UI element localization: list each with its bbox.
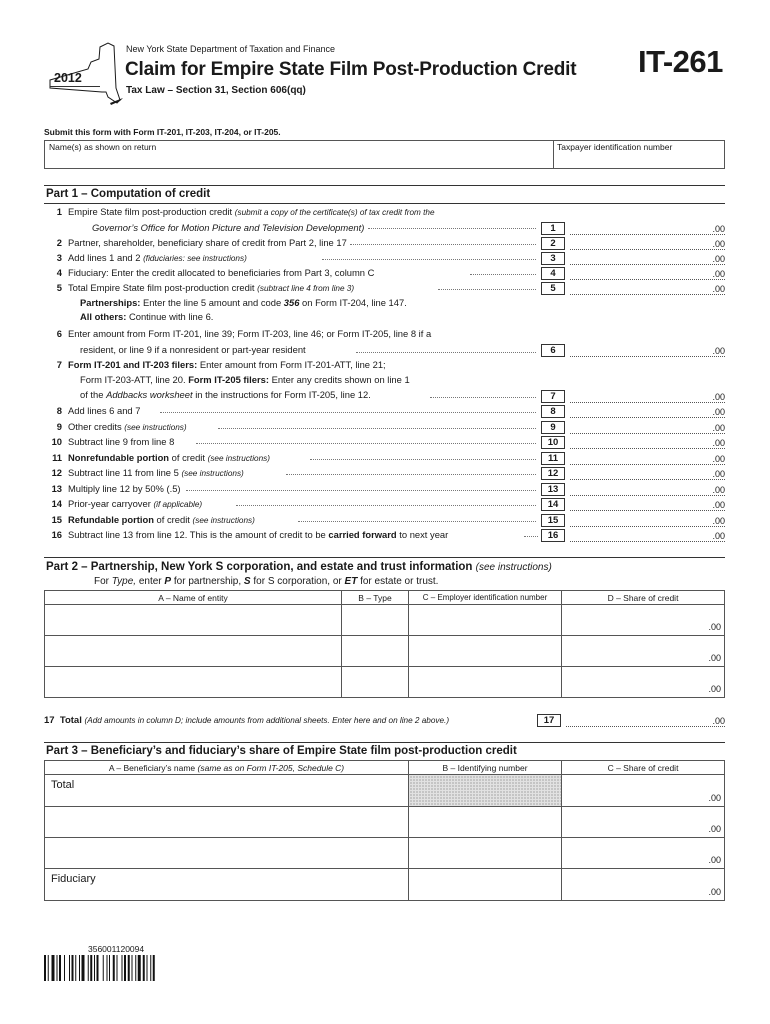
name-label: Name(s) as shown on return bbox=[49, 142, 157, 152]
line2-text: Partner, shareholder, beneficiary share of credit from Part 2, line 17 bbox=[68, 237, 347, 248]
barcode-bar bbox=[64, 955, 65, 981]
line-4-amount[interactable]: .00 bbox=[570, 267, 725, 280]
line-15-box: 15 bbox=[541, 514, 565, 527]
barcode-bar bbox=[103, 955, 104, 981]
id-number-cell[interactable] bbox=[409, 807, 562, 838]
table-row bbox=[45, 667, 725, 698]
fiduciary-label: Fiduciary bbox=[45, 869, 409, 901]
line-8-amount[interactable]: .00 bbox=[570, 405, 725, 418]
part1-title: Part 1 – Computation of credit bbox=[46, 188, 211, 200]
line-1-box: 1 bbox=[541, 222, 565, 235]
col-c-header: C – Share of credit bbox=[562, 761, 725, 775]
taxpayer-info-box bbox=[44, 140, 725, 169]
line-17-box: 17 bbox=[537, 714, 561, 727]
shaded-cell bbox=[409, 775, 562, 807]
line-13-amount[interactable]: .00 bbox=[570, 483, 725, 496]
col-c-header: C – Employer identification number bbox=[409, 591, 562, 605]
line1-note-cont: Governor’s Office for Motion Picture and Television Development) bbox=[92, 222, 365, 233]
line-6-row: 6 Enter amount from Form IT-201, line 39; Form IT-203, line 46; or Form IT-205, line 8 if a bbox=[56, 328, 432, 339]
table-row bbox=[45, 807, 725, 838]
line-7-row: 7 Form IT-201 and IT-203 filers: Enter amount from Form IT-201-ATT, line 21; bbox=[56, 359, 386, 370]
line-14-row: 14 Prior-year carryover (if applicable) bbox=[51, 498, 203, 509]
line-12-amount[interactable]: .00 bbox=[570, 467, 725, 480]
line3-note: (fiduciaries: see instructions) bbox=[143, 254, 247, 263]
barcode-bar bbox=[94, 955, 95, 981]
tax-year: 2012 bbox=[54, 71, 82, 85]
line-14-amount[interactable]: .00 bbox=[570, 498, 725, 511]
line-17-row: 17 Total (Add amounts in column D; include amounts from additional sheets. Enter here and on line 2 above.) bbox=[44, 715, 450, 726]
ein-cell[interactable] bbox=[409, 605, 562, 636]
line5-note: (subtract line 4 from line 3) bbox=[257, 284, 355, 293]
line5-text: Total Empire State film post-production credit bbox=[68, 282, 255, 293]
barcode-bar bbox=[132, 955, 133, 981]
id-number-cell[interactable] bbox=[409, 838, 562, 869]
barcode-bar bbox=[153, 955, 155, 981]
barcode-bar bbox=[107, 955, 108, 981]
barcode-bar bbox=[124, 955, 126, 981]
line-3-amount[interactable]: .00 bbox=[570, 252, 725, 265]
total-label: Total bbox=[45, 775, 409, 807]
line-2-row: 2 Partner, shareholder, beneficiary share of credit from Part 2, line 17 bbox=[56, 237, 347, 248]
barcode-number: 356001120094 bbox=[88, 944, 145, 954]
line-number: 1 bbox=[56, 206, 62, 217]
line-8-row: 8 Add lines 6 and 7 bbox=[56, 405, 141, 416]
tin-label: Taxpayer identification number bbox=[557, 142, 673, 152]
barcode-bar bbox=[135, 955, 136, 981]
entity-name-cell[interactable] bbox=[45, 636, 342, 667]
barcode-bar bbox=[128, 955, 130, 981]
barcode-bar bbox=[143, 955, 145, 981]
barcode-icon bbox=[44, 955, 194, 981]
line-16-amount[interactable]: .00 bbox=[570, 529, 725, 542]
barcode-bar bbox=[72, 955, 74, 981]
barcode-bar bbox=[147, 955, 148, 981]
form-title: Claim for Empire State Film Post-Production Credit bbox=[125, 59, 577, 80]
entity-name-cell[interactable] bbox=[45, 667, 342, 698]
barcode-bar bbox=[150, 955, 151, 981]
entity-name-cell[interactable] bbox=[45, 605, 342, 636]
line6-text-cont: resident, or line 9 if a nonresident or part-year resident bbox=[80, 344, 306, 355]
part3-title: Part 3 – Beneficiary’s and fiduciary’s share of Empire State film post-production credit bbox=[46, 745, 517, 757]
line-7-box: 7 bbox=[541, 390, 565, 403]
line-10-box: 10 bbox=[541, 436, 565, 449]
col-a-header: A – Name of entity bbox=[45, 591, 342, 605]
line-15-row: 15 Refundable portion of credit (see instructions) bbox=[51, 514, 255, 525]
line-13-row: 13 Multiply line 12 by 50% (.5) bbox=[51, 483, 181, 494]
beneficiary-name-cell[interactable] bbox=[45, 838, 409, 869]
line-10-amount[interactable]: .00 bbox=[570, 436, 725, 449]
table-row bbox=[45, 636, 725, 667]
share-cell[interactable]: .00 bbox=[562, 636, 725, 667]
barcode-bar bbox=[90, 955, 92, 981]
line6-text: Enter amount from Form IT-201, line 39; Form IT-203, line 46; or Form IT-205, line 8 if a bbox=[68, 328, 432, 339]
share-cell[interactable]: .00 bbox=[562, 807, 725, 838]
table-row bbox=[45, 605, 725, 636]
line-8-box: 8 bbox=[541, 405, 565, 418]
line-6-amount[interactable]: .00 bbox=[570, 344, 725, 357]
line-3-box: 3 bbox=[541, 252, 565, 265]
line-11-amount[interactable]: .00 bbox=[570, 452, 725, 465]
share-cell[interactable]: .00 bbox=[562, 775, 725, 807]
department-name: New York State Department of Taxation and Finance bbox=[126, 44, 335, 54]
type-cell[interactable] bbox=[342, 605, 409, 636]
part2-table bbox=[44, 590, 725, 698]
table-row bbox=[45, 775, 725, 807]
line7-text-cont: Form IT-203-ATT, line 20. Form IT-205 filers: Enter any credits shown on line 1 bbox=[80, 374, 410, 385]
ein-cell[interactable] bbox=[409, 636, 562, 667]
line-9-box: 9 bbox=[541, 421, 565, 434]
line-11-row: 11 Nonrefundable portion of credit (see instructions) bbox=[52, 452, 270, 463]
barcode-bar bbox=[57, 955, 58, 981]
col-b-header: B – Identifying number bbox=[409, 761, 562, 775]
tin-input[interactable] bbox=[557, 153, 723, 169]
share-cell[interactable]: .00 bbox=[562, 838, 725, 869]
name-input[interactable] bbox=[47, 153, 551, 169]
table-row bbox=[45, 838, 725, 869]
part3-table bbox=[44, 760, 725, 901]
line-16-row: 16 Subtract line 13 from line 12. This is the amount of credit to be carried forward to next year bbox=[51, 529, 449, 540]
type-cell[interactable] bbox=[342, 667, 409, 698]
barcode-bar bbox=[113, 955, 115, 981]
share-cell[interactable]: .00 bbox=[562, 605, 725, 636]
barcode-bar bbox=[88, 955, 89, 981]
barcode-bar bbox=[122, 955, 123, 981]
table-row bbox=[45, 869, 725, 901]
line4-text: Fiduciary: Enter the credit allocated to beneficiaries from Part 3, column C bbox=[68, 267, 375, 278]
line-2-box: 2 bbox=[541, 237, 565, 250]
line-11-box: 11 bbox=[541, 452, 565, 465]
line-2-amount[interactable]: .00 bbox=[570, 237, 725, 250]
line-7-amount[interactable]: .00 bbox=[570, 390, 725, 403]
partnerships-instruction: Partnerships: Enter the line 5 amount and code 356 on Form IT-204, line 147. bbox=[80, 297, 407, 308]
line-12-box: 12 bbox=[541, 467, 565, 480]
beneficiary-name-cell[interactable] bbox=[45, 807, 409, 838]
line-14-box: 14 bbox=[541, 498, 565, 511]
line-9-row: 9 Other credits (see instructions) bbox=[56, 421, 187, 432]
barcode-bar bbox=[69, 955, 70, 981]
barcode-bar bbox=[82, 955, 85, 981]
line-17-amount[interactable]: .00 bbox=[566, 714, 725, 727]
ein-cell[interactable] bbox=[409, 667, 562, 698]
part2-title: Part 2 – Partnership, New York S corporation, and estate and trust information (see instructions) bbox=[46, 561, 552, 573]
line-9-amount[interactable]: .00 bbox=[570, 421, 725, 434]
barcode-bar bbox=[59, 955, 61, 981]
submit-note: Submit this form with Form IT-201, IT-203, IT-204, or IT-205. bbox=[44, 127, 281, 137]
col-b-header: B – Type bbox=[342, 591, 409, 605]
form-number: IT-261 bbox=[638, 44, 723, 79]
line1-text: Empire State film post-production credit bbox=[68, 206, 233, 217]
barcode-bar bbox=[75, 955, 76, 981]
line-5-amount[interactable]: .00 bbox=[570, 282, 725, 295]
barcode-bar bbox=[109, 955, 110, 981]
share-cell[interactable]: .00 bbox=[562, 869, 725, 901]
barcode-bar bbox=[52, 955, 55, 981]
line-10-row: 10 Subtract line 9 from line 8 bbox=[51, 436, 175, 447]
line-4-row: 4 Fiduciary: Enter the credit allocated to beneficiaries from Part 3, column C bbox=[56, 267, 375, 278]
barcode-bar bbox=[138, 955, 141, 981]
barcode-bar bbox=[48, 955, 49, 981]
line7-text-cont2: of the Addbacks worksheet in the instructions for Form IT-205, line 12. bbox=[80, 389, 371, 400]
type-cell[interactable] bbox=[342, 636, 409, 667]
share-cell[interactable]: .00 bbox=[562, 667, 725, 698]
line1-note: (submit a copy of the certificate(s) of tax credit from the bbox=[234, 208, 435, 217]
tax-law-reference: Tax Law – Section 31, Section 606(qq) bbox=[126, 85, 306, 96]
line-5-box: 5 bbox=[541, 282, 565, 295]
barcode-bar bbox=[117, 955, 118, 981]
line3-text: Add lines 1 and 2 bbox=[68, 252, 141, 263]
barcode-bar bbox=[97, 955, 99, 981]
line-12-row: 12 Subtract line 11 from line 5 (see instructions) bbox=[51, 467, 244, 478]
line-16-box: 16 bbox=[541, 529, 565, 542]
line-5-row: 5 Total Empire State film post-production credit (subtract line 4 from line 3) bbox=[56, 282, 355, 293]
id-number-cell[interactable] bbox=[409, 869, 562, 901]
line-15-amount[interactable]: .00 bbox=[570, 514, 725, 527]
col-a-header: A – Beneficiary’s name (same as on Form IT-205, Schedule C) bbox=[45, 761, 409, 775]
line-3-row: 3 Add lines 1 and 2 (fiduciaries: see instructions) bbox=[56, 252, 247, 263]
line-1-amount[interactable]: .00 bbox=[570, 222, 725, 235]
line-4-box: 4 bbox=[541, 267, 565, 280]
line-13-box: 13 bbox=[541, 483, 565, 496]
barcode-bar bbox=[44, 955, 46, 981]
part2-type-instruction: For Type, enter P for partnership, S for S corporation, or ET for estate or trust. bbox=[94, 576, 439, 587]
year-underline bbox=[50, 86, 100, 87]
line-1-row bbox=[44, 206, 725, 221]
all-others-instruction: All others: Continue with line 6. bbox=[80, 311, 214, 322]
col-d-header: D – Share of credit bbox=[562, 591, 725, 605]
line-6-box: 6 bbox=[541, 344, 565, 357]
barcode-bar bbox=[79, 955, 80, 981]
